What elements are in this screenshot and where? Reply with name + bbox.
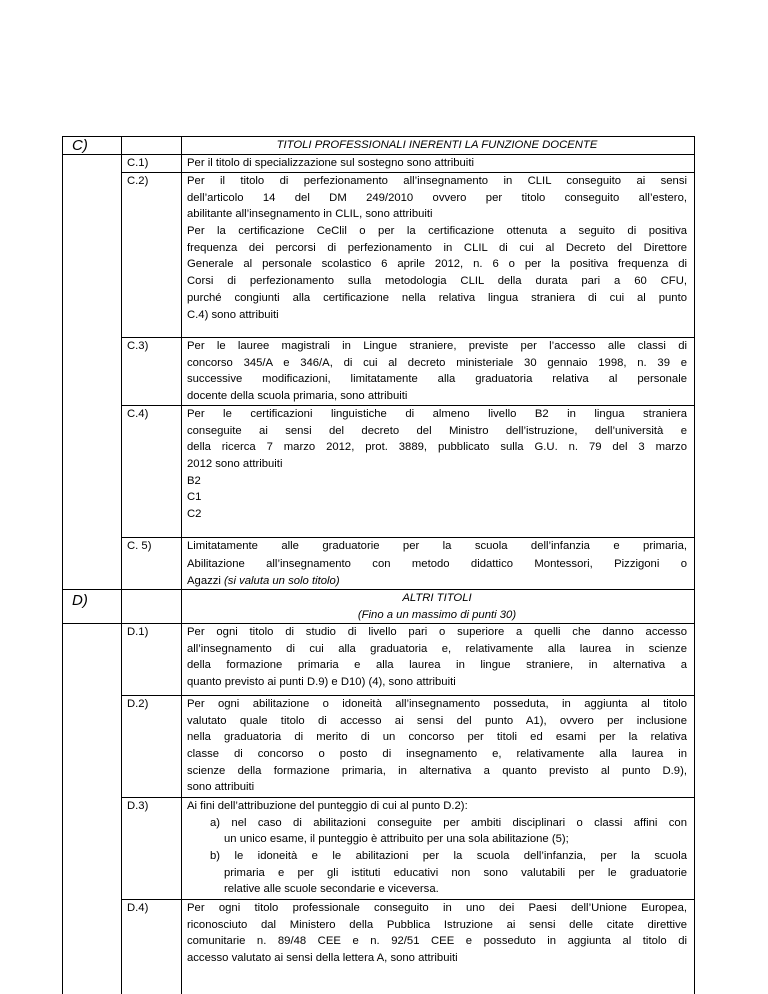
row-code: C.1) — [127, 157, 149, 169]
text-fragment: Agazzi — [187, 575, 225, 587]
text-line: quanto previsto ai punti D.9) e D10) (4), sono attribuiti — [187, 676, 456, 689]
text-line: 2012 sono attribuiti — [187, 458, 283, 471]
text-line: Abilitazione all’insegnamento con metodo didattico Montessori, Pizzigoni o — [187, 557, 687, 570]
row-text — [187, 696, 687, 796]
row-text — [187, 624, 687, 691]
text-line: Per ogni titolo professionale conseguito in uno dei Paesi dell’Unione Europea, — [187, 902, 687, 914]
text-line: scienze della formazione primaria, in alternativa a quanto previsto al punto D.9), — [187, 764, 687, 777]
row-code: C.4) — [127, 408, 149, 420]
text-line: della ricerca 7 marzo 2012, prot. 3889, pubblicato sulla G.U. n. 79 del 3 marzo — [187, 441, 687, 454]
text-line: Corsi di perfezionamento sulla metodologia CLIL della durata pari a 60 CFU, — [187, 275, 687, 288]
list-marker: a) — [210, 816, 221, 829]
text-line: Per la certificazione CeClil o per la certificazione ottenuta a seguito di positiva — [187, 225, 687, 238]
table-border-right — [694, 136, 695, 994]
text-line: Per il titolo di specializzazione sul sostegno sono attribuiti — [187, 157, 474, 169]
row-text — [187, 155, 687, 172]
text-line: nella graduatoria di merito di un concorso per titoli ed esami per la relativa — [187, 731, 687, 744]
text-line: successive modificazioni, limitatamente alla graduatoria relativa al personale — [187, 373, 687, 386]
table-column-divider-2 — [181, 136, 182, 994]
text-line — [187, 573, 687, 591]
text-line: C.4) sono attribuiti — [187, 308, 279, 321]
table-column-divider-1 — [121, 136, 122, 994]
text-line: Per le lauree magistrali in Lingue straniere, previste per l’accesso alle classi di — [187, 340, 687, 352]
text-line: dell’articolo 14 del DM 249/2010 ovvero per titolo conseguito all’estero, — [187, 191, 687, 204]
section-heading — [187, 590, 687, 623]
row-code: C.2) — [127, 175, 149, 187]
text-line: un unico esame, il punteggio è attribuito per una sola abilitazione (5); — [224, 833, 569, 846]
text-line: Per ogni titolo di studio di livello pari o superiore a quelli che danno accesso — [187, 626, 687, 638]
list-item — [187, 848, 687, 865]
text-line: Ai fini dell’attribuzione del punteggio di cui al punto D.2): — [187, 800, 468, 812]
text-line: conseguite ai sensi del decreto del Ministro dell’istruzione, dell’università e — [187, 424, 687, 437]
text-line: frequenza dei percorsi di perfezionamento in CLIL di cui al Decreto del Direttore — [187, 241, 687, 254]
row-code: D.4) — [127, 902, 149, 914]
text-line: accesso valutato ai sensi della lettera A, sono attribuiti — [187, 952, 458, 965]
table-border-left — [62, 136, 63, 994]
italic-note: (si valuta un solo titolo) — [224, 575, 340, 587]
row-text — [187, 406, 687, 523]
list-item — [187, 815, 687, 832]
row-text — [187, 338, 687, 405]
text-line: docente della scuola primaria, sono attribuiti — [187, 390, 408, 403]
text-line: abilitante all’insegnamento in CLIL, sono attribuiti — [187, 208, 433, 221]
text-line: Generale al personale scolastico 6 aprile 2012, n. 6 o per la positiva frequenza di — [187, 258, 687, 271]
section-heading-text: ALTRI TITOLI — [402, 592, 472, 604]
text-line: riconosciuto dal Ministero della Pubblica Istruzione ai sensi delle citate direttive — [187, 918, 687, 931]
text-line: C1 — [187, 491, 202, 504]
text-line: classe di concorso o posto di insegnamento e, relativamente alla laurea in — [187, 748, 687, 761]
list-marker: b) — [210, 850, 221, 863]
text-line: sono attribuiti — [187, 781, 255, 794]
text-line: primaria e per gli istituti educativi non sono valutabili per le graduatorie — [224, 866, 687, 879]
text-line: Per le certificazioni linguistiche di almeno livello B2 in lingua straniera — [187, 408, 687, 420]
text-line: concorso 345/A e 346/A, di cui al decreto ministeriale 30 gennaio 1998, n. 39 e — [187, 356, 687, 369]
section-letter: C) — [72, 137, 88, 154]
text-line: della formazione primaria e alla laurea in lingue straniere, in alternativa a — [187, 659, 687, 672]
text-line: Per ogni abilitazione o idoneità all’insegnamento posseduta, in aggiunta al titolo — [187, 698, 687, 710]
row-text — [187, 798, 687, 898]
text-line: purché congiunti alla certificazione nella relativa lingua straniera di cui al punto — [187, 291, 687, 304]
list-item-text: nel caso di abilitazioni conseguite per ambiti disciplinari o classi affini con — [231, 816, 687, 829]
row-code: D.1) — [127, 626, 149, 638]
list-item-text: le idoneità e le abilitazioni per la scuola dell’infanzia, per la scuola — [234, 850, 687, 863]
row-code: C. 5) — [127, 540, 152, 552]
row-text — [187, 538, 687, 591]
text-line: all’insegnamento di cui alla graduatoria e, relativamente alla laurea in scienze — [187, 642, 687, 655]
row-code: D.3) — [127, 800, 149, 812]
row-code: D.2) — [127, 698, 149, 710]
section-heading-text: TITOLI PROFESSIONALI INERENTI LA FUNZIONE DOCENTE — [276, 139, 598, 151]
row-text — [187, 900, 687, 967]
text-line: Limitatamente alle graduatorie per la scuola dell’infanzia e primaria, — [187, 540, 687, 552]
text-line: B2 — [187, 474, 201, 487]
text-line: comunitarie n. 89/48 CEE e n. 92/51 CEE e posseduto in aggiunta al titolo di — [187, 935, 687, 948]
row-code: C.3) — [127, 340, 149, 352]
section-letter: D) — [72, 592, 88, 609]
text-line: relative alle scuole secondarie e viceversa. — [224, 883, 439, 896]
section-heading — [187, 137, 687, 154]
text-line: C2 — [187, 508, 202, 521]
text-line: Per il titolo di perfezionamento all’insegnamento in CLIL conseguito ai sensi — [187, 175, 687, 187]
text-line: valutato quale titolo di accesso ai sensi del punto A1), ovvero per inclusione — [187, 714, 687, 727]
row-text — [187, 173, 687, 323]
section-subheading-text: (Fino a un massimo di punti 30) — [357, 608, 517, 621]
